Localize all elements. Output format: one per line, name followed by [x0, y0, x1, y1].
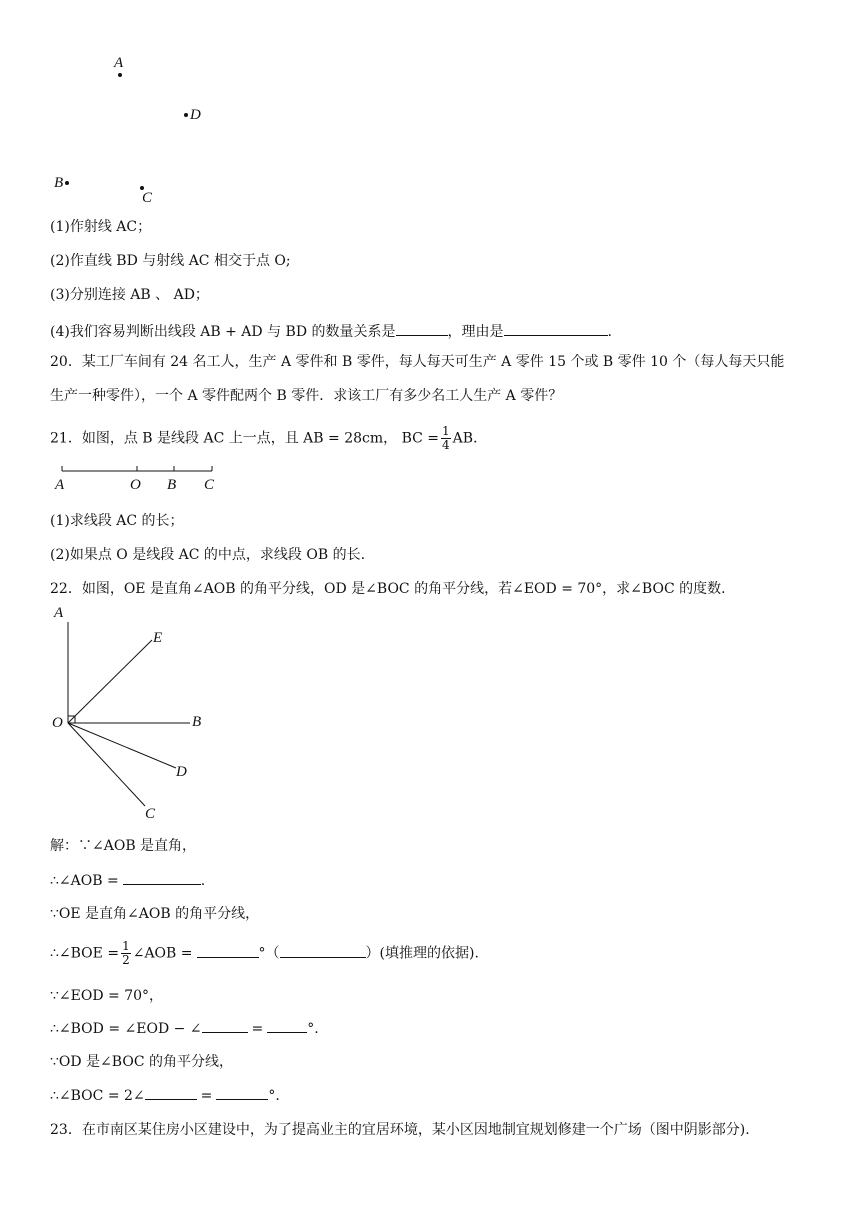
answer-blank[interactable] — [216, 1085, 268, 1100]
q19-step4-reason: ，理由是 — [447, 324, 504, 340]
label-b: B — [54, 175, 64, 191]
fraction-denominator: 2 — [122, 953, 130, 967]
label-d: D — [190, 107, 201, 123]
q22-sol8-text: ∴∠BOC = 2∠ — [50, 1088, 145, 1104]
fraction-denominator: 4 — [442, 438, 450, 452]
q22-sol4-angle: ∠AOB = — [132, 945, 193, 962]
q22-sol4-degree: °（ — [258, 945, 280, 962]
q21-intro-tail: AB． — [452, 430, 488, 447]
q22-sol4 — [50, 940, 479, 967]
q21-intro — [50, 425, 487, 452]
answer-blank[interactable] — [504, 321, 608, 336]
q22-sol4-reason: ）(填推理的依据). — [365, 945, 479, 962]
point-d — [184, 113, 188, 117]
q22-sol5: ∵∠EOD = 70°， — [50, 988, 164, 1004]
q21-part1: (1)求线段 AC 的长； — [50, 513, 184, 529]
label-b: B — [192, 714, 202, 730]
label-c: C — [204, 477, 215, 493]
q22-sol8 — [50, 1085, 280, 1106]
angle-figure — [0, 600, 860, 820]
q22-sol8-eq: = — [200, 1088, 213, 1104]
fraction — [121, 940, 131, 967]
answer-blank[interactable] — [280, 943, 366, 958]
q22-sol2 — [50, 870, 205, 891]
q20-line1: 20．某工厂车间有 24 名工人，生产 A 零件和 B 零件，每人每天可生产 A 零件 15 个或 B 零件 10 个（每人每天只能 — [50, 354, 785, 370]
q22-sol6-text: ∴∠BOD = ∠EOD − ∠ — [50, 1021, 202, 1037]
ray-od — [68, 723, 176, 768]
q20-line2: 生产一种零件），一个 A 零件配两个 B 零件．求该工厂有多少名工人生产 A 零件？ — [50, 388, 563, 404]
answer-blank[interactable] — [123, 870, 201, 885]
label-c: C — [142, 190, 153, 206]
q19-step4-text: (4)我们容易判断出线段 AB + AD 与 BD 的数量关系是 — [50, 324, 396, 340]
q22-sol6-end: °. — [307, 1021, 319, 1037]
ray-oe — [68, 640, 152, 723]
q19-step4-end: . — [607, 324, 612, 340]
q19-step2: (2)作直线 BD 与射线 AC 相交于点 O; — [50, 253, 291, 269]
ray-oc — [68, 723, 145, 806]
answer-blank[interactable] — [145, 1085, 197, 1100]
q22-sol2-text: ∴∠AOB = — [50, 873, 119, 889]
answer-blank[interactable] — [396, 321, 448, 336]
q22-sol4-text: ∴∠BOE = — [50, 945, 120, 962]
fraction-numerator: 1 — [122, 939, 130, 953]
point-a — [118, 73, 122, 77]
q22-sol8-end: °. — [268, 1088, 280, 1104]
segment-figure — [0, 465, 860, 505]
answer-blank[interactable] — [267, 1018, 307, 1033]
label-o: O — [130, 477, 141, 493]
q19-step3: (3)分别连接 AB 、 AD； — [50, 287, 209, 303]
label-a: A — [55, 477, 65, 493]
q22-sol6 — [50, 1018, 319, 1039]
answer-blank[interactable] — [202, 1018, 248, 1033]
fraction-numerator: 1 — [442, 424, 450, 438]
q22-sol7: ∵OD 是∠BOC 的角平分线， — [50, 1054, 233, 1070]
point-b — [65, 181, 69, 185]
label-d: D — [176, 764, 187, 780]
label-a: A — [54, 605, 64, 621]
q22-sol3: ∵OE 是直角∠AOB 的角平分线， — [50, 906, 260, 922]
label-a: A — [114, 55, 124, 71]
label-c: C — [145, 806, 156, 822]
label-e: E — [153, 630, 163, 646]
q22-sol1: 解：∵∠AOB 是直角， — [50, 838, 197, 854]
q19-step4 — [50, 321, 612, 342]
label-b: B — [167, 477, 177, 493]
q19-step1: (1)作射线 AC； — [50, 219, 152, 235]
label-o: O — [52, 715, 63, 731]
q21-part2: (2)如果点 O 是线段 AC 的中点，求线段 OB 的长. — [50, 547, 366, 563]
points-figure — [0, 0, 860, 220]
answer-blank[interactable] — [197, 943, 259, 958]
fraction — [441, 425, 451, 452]
q22-sol2-end: . — [200, 873, 206, 889]
q22-intro: 22．如图，OE 是直角∠AOB 的角平分线，OD 是∠BOC 的角平分线，若∠EOD = 70°，求∠BOC 的度数． — [50, 581, 736, 597]
q21-intro-text: 21．如图，点 B 是线段 AC 上一点，且 AB = 28cm， BC = — [50, 430, 440, 447]
q22-sol6-eq: = — [251, 1021, 264, 1037]
q23-line1: 23．在市南区某住房小区建设中，为了提高业主的宜居环境，某小区因地制宜规划修建一个广场（图中阴影部分). — [50, 1122, 750, 1138]
